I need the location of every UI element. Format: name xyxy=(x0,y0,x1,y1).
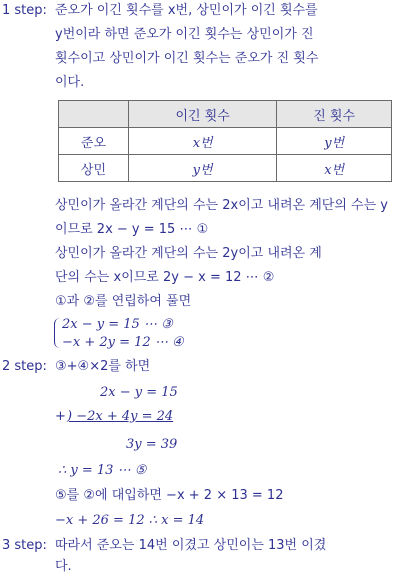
step3-line-1: 따라서 준오는 14번 이겼고 상민이는 13번 이겼 xyxy=(55,538,327,553)
step-label-1: 1 step: xyxy=(2,3,47,18)
system-brace xyxy=(54,318,61,348)
step1-line-4: 이다. xyxy=(55,75,85,90)
table-header-wins: 이긴 횟수 xyxy=(128,101,276,128)
elimination-plus-sign: + xyxy=(55,409,66,424)
table-cell: y번 xyxy=(128,155,276,182)
step1-line-1: 준오가 이긴 횟수를 x번, 상민이가 이긴 횟수를 xyxy=(55,3,318,18)
step1-line-3: 횟수이고 상민이가 이긴 횟수는 준오가 진 횟수 xyxy=(55,51,319,66)
step3-line-2: 다. xyxy=(55,559,72,574)
table-cell: x번 xyxy=(128,128,276,155)
y-solution-line: ∴ y = 13 ⋯ ⑤ xyxy=(58,463,147,478)
table-header-losses: 진 횟수 xyxy=(277,101,392,128)
table-row xyxy=(59,155,392,182)
table-row xyxy=(59,128,392,155)
table-cell: 상민 xyxy=(59,155,129,182)
step1-line-2: y번이라 하면 준오가 이긴 횟수는 상민이가 진 xyxy=(55,27,314,42)
table-header-row xyxy=(59,101,392,128)
derivation-line-2: 이므로 2x − y = 15 ⋯ ① xyxy=(55,222,209,237)
system-equation-3: 2x − y = 15 ⋯ ③ xyxy=(62,317,173,332)
elimination-equation-1: 2x − y = 15 xyxy=(100,385,178,400)
derivation-line-5: ①과 ②를 연립하여 풀면 xyxy=(55,294,192,309)
table-cell: 준오 xyxy=(59,128,129,155)
table-header-corner xyxy=(59,101,129,128)
system-equation-4: −x + 2y = 12 ⋯ ④ xyxy=(62,335,184,350)
step-label-3: 3 step: xyxy=(2,538,47,553)
table-cell: y번 xyxy=(277,128,392,155)
derivation-line-3: 상민이가 올라간 계단의 수는 2y이고 내려온 계 xyxy=(55,246,322,261)
elimination-equation-2: ) −2x + 4y = 24 xyxy=(67,409,174,424)
step-label-2: 2 step: xyxy=(2,359,47,374)
derivation-line-4: 단의 수는 x이므로 2y − x = 12 ⋯ ② xyxy=(55,270,275,285)
step2-line-1: ③+④×2를 하면 xyxy=(55,359,151,374)
substitution-line: ⑤를 ②에 대입하면 −x + 2 × 13 = 12 xyxy=(55,488,284,503)
derivation-line-1: 상민이가 올라간 계단의 수는 2x이고 내려온 계단의 수는 y xyxy=(55,198,388,213)
wins-losses-table xyxy=(58,100,392,182)
x-solution-line: −x + 26 = 12 ∴ x = 14 xyxy=(55,513,205,528)
elimination-result: 3y = 39 xyxy=(126,437,178,452)
table-cell: x번 xyxy=(277,155,392,182)
